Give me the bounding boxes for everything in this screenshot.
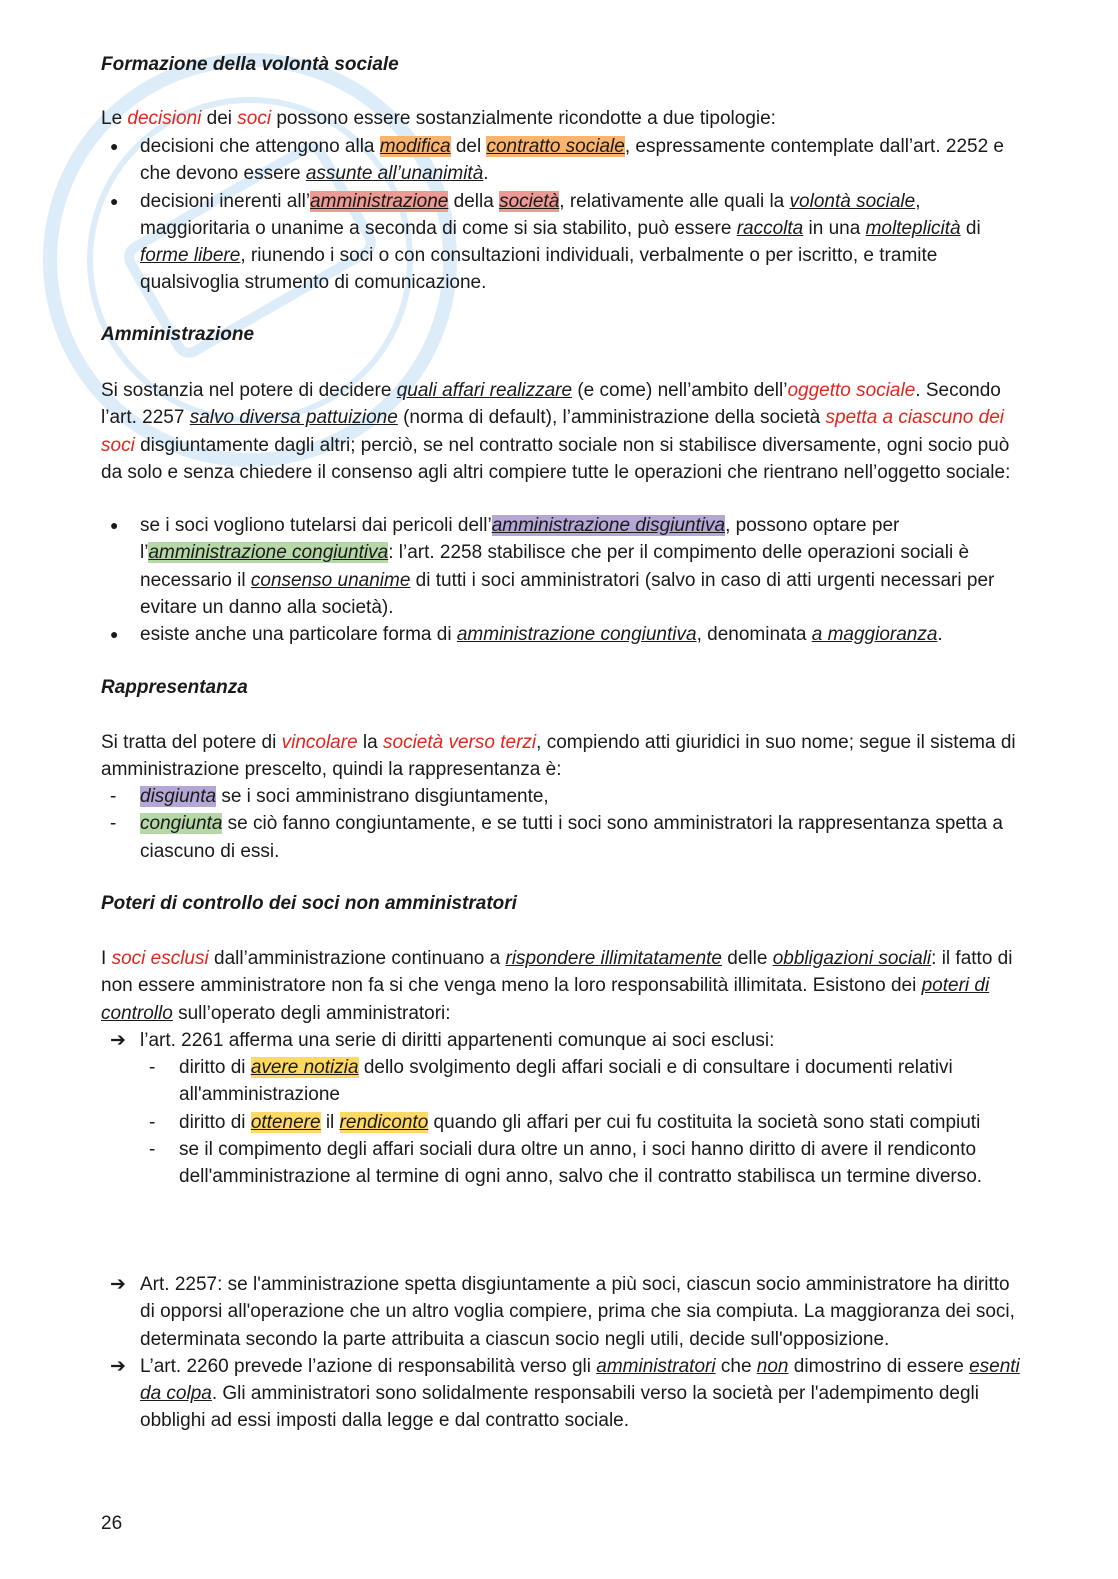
dash-marker: - [149,1138,156,1160]
paragraph-formazione-intro: Le decisioni dei soci possono essere sostanzialmente ricondotte a due tipologie: [101,108,776,129]
arrow-right-icon: ➔ [110,1274,126,1295]
paragraph-amministrazione: Si sostanzia nel potere di decidere quali affari realizzare (e come) nell’ambito dell’oggetto sociale. Secondo l’art. 2257 salvo diversa pattuizione (norma di default), l’amministrazione della società spetta a ciascuno dei soci disgiuntamente dagli altri; perciò, se nel contratto sociale non si stabilisce diversamente, ogni socio può da solo e senza chiedere il consenso agli altri compiere tutte le operazioni che rientrano nell’oggetto sociale: [101,380,1011,483]
bullet-list-amministrazione [101,512,1021,648]
dash-marker: - [110,813,117,835]
paragraph-rappresentanza: Si tratta del potere di vincolare la società verso terzi, compiendo atti giuridici in suo nome; segue il sistema di amministrazione prescelto, quindi la rappresentanza è: [101,732,1016,781]
arrow-right-icon: ➔ [110,1355,126,1377]
dash-list-rappresentanza [101,783,1021,865]
section-title-formazione: Formazione della volontà sociale [101,54,399,75]
list-item: ● decisioni inerenti all’amministrazione della società, relativamente alle quali la volontà sociale, maggioritaria o unanime a seconda di come si sia stabilito, può essere raccolta in una molteplicità di forme libere, riunendo i soci o con consultazioni individuali, verbalmente o per iscritto, e tramite qualsivoglia strumento di comunicazione. [101,188,1021,297]
paragraph-controllo: I soci esclusi dall’amministrazione continuano a rispondere illimitatamente delle obbligazioni sociali: il fatto di non essere amministratore non fa si che venga meno la loro responsabilità illimitata. Esistono dei poteri di controllo sull’operato degli amministratori: [101,948,1013,1024]
arrow-list-1 [101,1027,1021,1054]
bullet-icon: ● [110,626,119,643]
bullet-icon: ● [110,517,119,533]
list-item: - diritto di avere notizia dello svolgimento degli affari sociali e di consultare i documenti relativi all'amministrazione [140,1054,1020,1109]
bullet-icon: ● [110,192,119,209]
dash-marker: - [110,786,117,807]
page-number: 26 [101,1513,123,1534]
section-title-rappresentanza: Rappresentanza [101,677,248,698]
list-item: ➔ l’art. 2261 afferma una serie di diritti appartenenti comunque ai soci esclusi: [101,1027,1021,1054]
bullet-icon: ● [110,138,119,154]
list-item: ● esiste anche una particolare forma di amministrazione congiuntiva, denominata a maggioranza. [101,621,1021,648]
dash-list-diritti [140,1054,1020,1190]
section-title-amministrazione: Amministrazione [101,324,255,345]
list-item: - congiunta se ciò fanno congiuntamente, e se tutti i soci sono amministratori la rappresentanza spetta a ciascuno di essi. [101,810,1021,865]
bullet-list-formazione [101,133,1021,297]
list-item: - disgiunta se i soci amministrano disgiuntamente, [101,783,1021,810]
arrow-list-2 [101,1271,1021,1435]
list-item: ➔ Art. 2257: se l'amministrazione spetta disgiuntamente a più soci, ciascun socio amministratore ha diritto di opporsi all'operazione che un altro voglia compiere, prima che sia compiuta. La maggioranza dei soci, determinata secondo la parte attribuita a ciascun socio negli utili, decide sull'opposizione. [101,1271,1021,1353]
list-item: ➔ L’art. 2260 prevede l’azione di responsabilità verso gli amministratori che non dimostrino di essere esenti da colpa. Gli amministratori sono solidalmente responsabili verso la società per l'adempimento degli obblighi ad essi imposti dalla legge e dal contratto sociale. [101,1353,1021,1435]
list-item: ● decisioni che attengono alla modifica del contratto sociale, espressamente contemplate dall’art. 2252 e che devono essere assunte all’unanimità. [101,133,1021,188]
dash-marker: - [149,1111,156,1133]
list-item: ● se i soci vogliono tutelarsi dai pericoli dell’amministrazione disgiuntiva, possono optare per l’amministrazione congiuntiva: l’art. 2258 stabilisce che per il compimento delle operazioni sociali è necessario il consenso unanime di tutti i soci amministratori (salvo in caso di atti urgenti necessari per evitare un danno alla società). [101,512,1021,621]
list-item: - diritto di ottenere il rendiconto quando gli affari per cui fu costituita la società sono stati compiuti [140,1109,1020,1136]
arrow-right-icon: ➔ [110,1030,126,1051]
section-title-controllo: Poteri di controllo dei soci non amministratori [101,893,517,914]
list-item: - se il compimento degli affari sociali dura oltre un anno, i soci hanno diritto di avere il rendiconto dell'amministrazione al termine di ogni anno, salvo che il contratto stabilisca un termine diverso. [140,1136,1020,1191]
dash-marker: - [149,1057,156,1078]
